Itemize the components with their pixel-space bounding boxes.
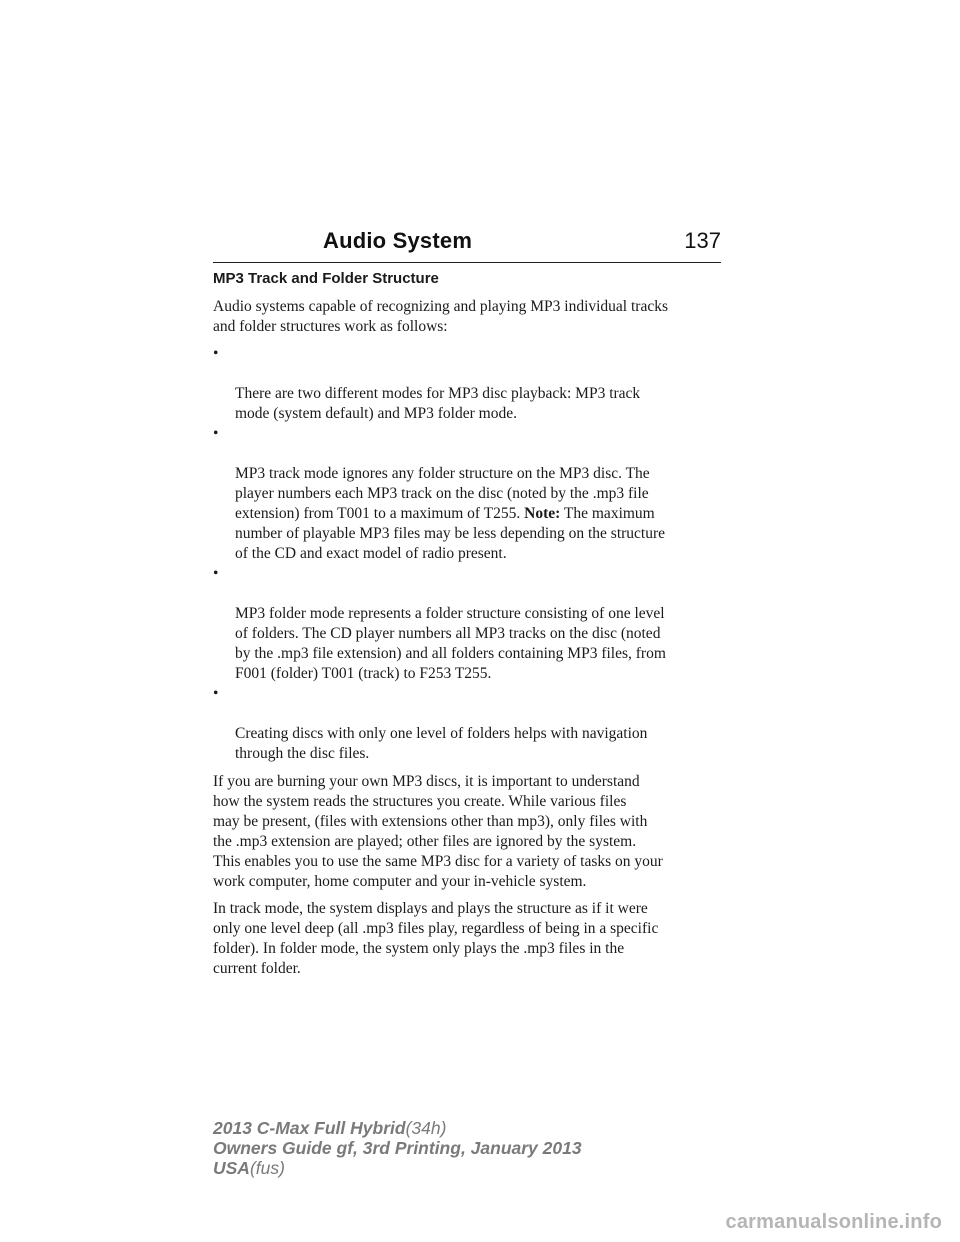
bullet-icon: • [213,425,219,442]
intro-paragraph: Audio systems capable of recognizing and playing MP3 individual tracks and folder structures work as follows: [213,298,669,335]
note-label: Note: [524,505,561,522]
bullet-icon: • [213,565,219,582]
footer-market: USA [213,1158,250,1178]
footer-model: 2013 C-Max Full Hybrid [213,1118,406,1138]
footer-market-code: (fus) [249,1158,285,1178]
note-text: The maximum number of playable MP3 files may be less depending on the structure of the CD and exact model of radio present. [235,505,666,562]
bullet-text: There are two different modes for MP3 disc playback: MP3 track mode (system default) and MP3 folder mode. [235,385,641,422]
bullet-text: MP3 folder mode represents a folder structure consisting of one level of folders. The CD player numbers all MP3 tracks on the disc (noted by the .mp3 file extension) and all folders containing MP3 files, from F001 (folder) T001 (track) to F253 T255. [235,605,666,682]
bullet-list [213,344,723,764]
list-item [213,424,723,564]
footer-guide: Owners Guide gf, 3rd Printing, January 2013 [213,1138,582,1158]
bullet-icon: • [213,345,219,362]
list-item [213,564,723,684]
page-title: Audio System [323,228,473,253]
list-item [213,344,723,424]
section-heading: MP3 Track and Folder Structure [213,270,439,287]
body-paragraph: In track mode, the system displays and plays the structure as if it were only one level deep (all .mp3 files play, regardless of being in a specific folder). In folder mode, the system only plays the .mp3 files in the current folder. [213,900,659,977]
bullet-text: Creating discs with only one level of folders helps with navigation through the disc files. [235,725,648,762]
footer-line-market [213,1158,582,1178]
footer-line-guide [213,1138,582,1158]
page-header [213,228,721,263]
footer-line-model [213,1118,582,1138]
page-content [213,270,723,986]
list-item [213,684,723,764]
bullet-text: MP3 track mode ignores any folder structure on the MP3 disc. The player numbers each MP3 track on the disc (noted by the .mp3 file extension) from T001 to a maximum of T255. [235,465,650,522]
page-footer [213,1118,582,1178]
page-number: 137 [684,228,721,253]
bullet-icon: • [213,685,219,702]
watermark: carmanualsonline.info [725,1211,942,1233]
footer-model-code: (34h) [405,1118,447,1138]
body-paragraph: If you are burning your own MP3 discs, it is important to understand how the system reads the structures you create. While various files may be present, (files with extensions other than mp3), only files with the .mp3 extension are played; other files are ignored by the system. This enables you to use the same MP3 disc for a variety of tasks on your work computer, home computer and your in-vehicle system. [213,773,663,890]
